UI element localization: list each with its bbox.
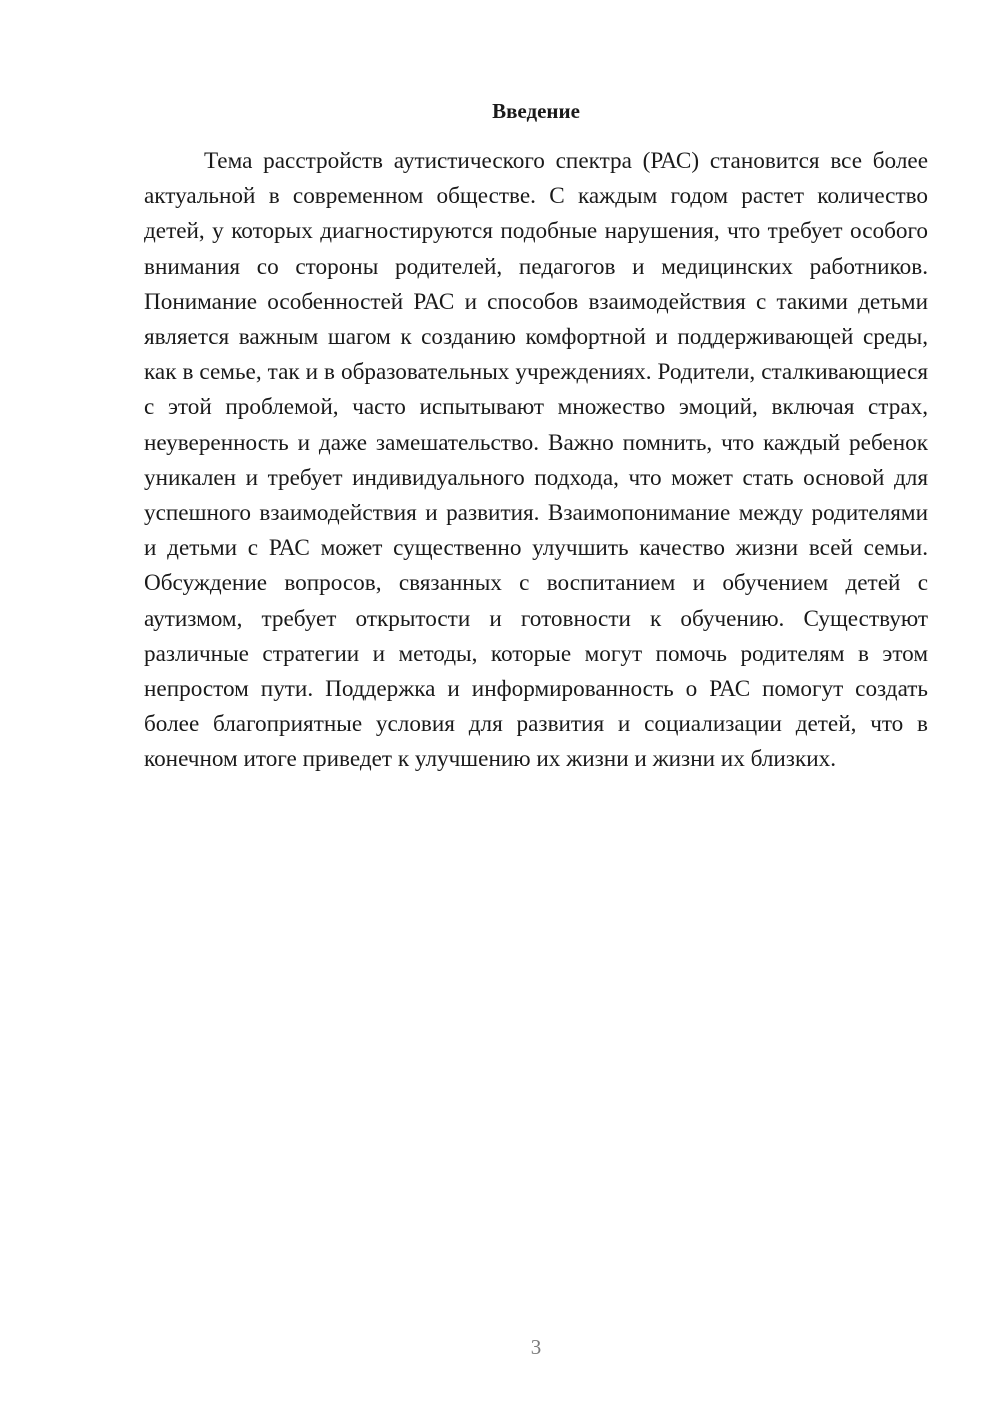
- section-heading: Введение: [492, 99, 580, 123]
- page-number: 3: [530, 1335, 542, 1359]
- body-paragraph: Тема расстройств аутистического спектра (РАС) становится все более актуальной в современном обществе. С каждым годом растет количество детей, у которых диагностируются подобные нарушения, что требует особого внимания со стороны родителей, педагогов и медицинских работников. Понимание особенностей РАС и способов взаимодействия с такими детьми является важным шагом к созданию комфортной и поддерживающей среды, как в семье, так и в образовательных учреждениях. Родители, сталкивающиеся с этой проблемой, часто испытывают множество эмоций, включая страх, неуверенность и даже замешательство. Важно помнить, что каждый ребенок уникален и требует индивидуального подхода, что может стать основой для успешного взаимодействия и развития. Взаимопонимание между родителями и детьми с РАС может существенно улучшить качество жизни всей семьи. Обсуждение вопросов, связанных с воспитанием и обучением детей с аутизмом, требует открытости и готовности к обучению. Существуют различные стратегии и методы, которые могут помочь родителям в этом непростом пути. Поддержка и информированность о РАС помогут создать более благоприятные условия для развития и социализации детей, что в конечном итоге приведет к улучшению их жизни и жизни их близких.: [144, 148, 928, 773]
